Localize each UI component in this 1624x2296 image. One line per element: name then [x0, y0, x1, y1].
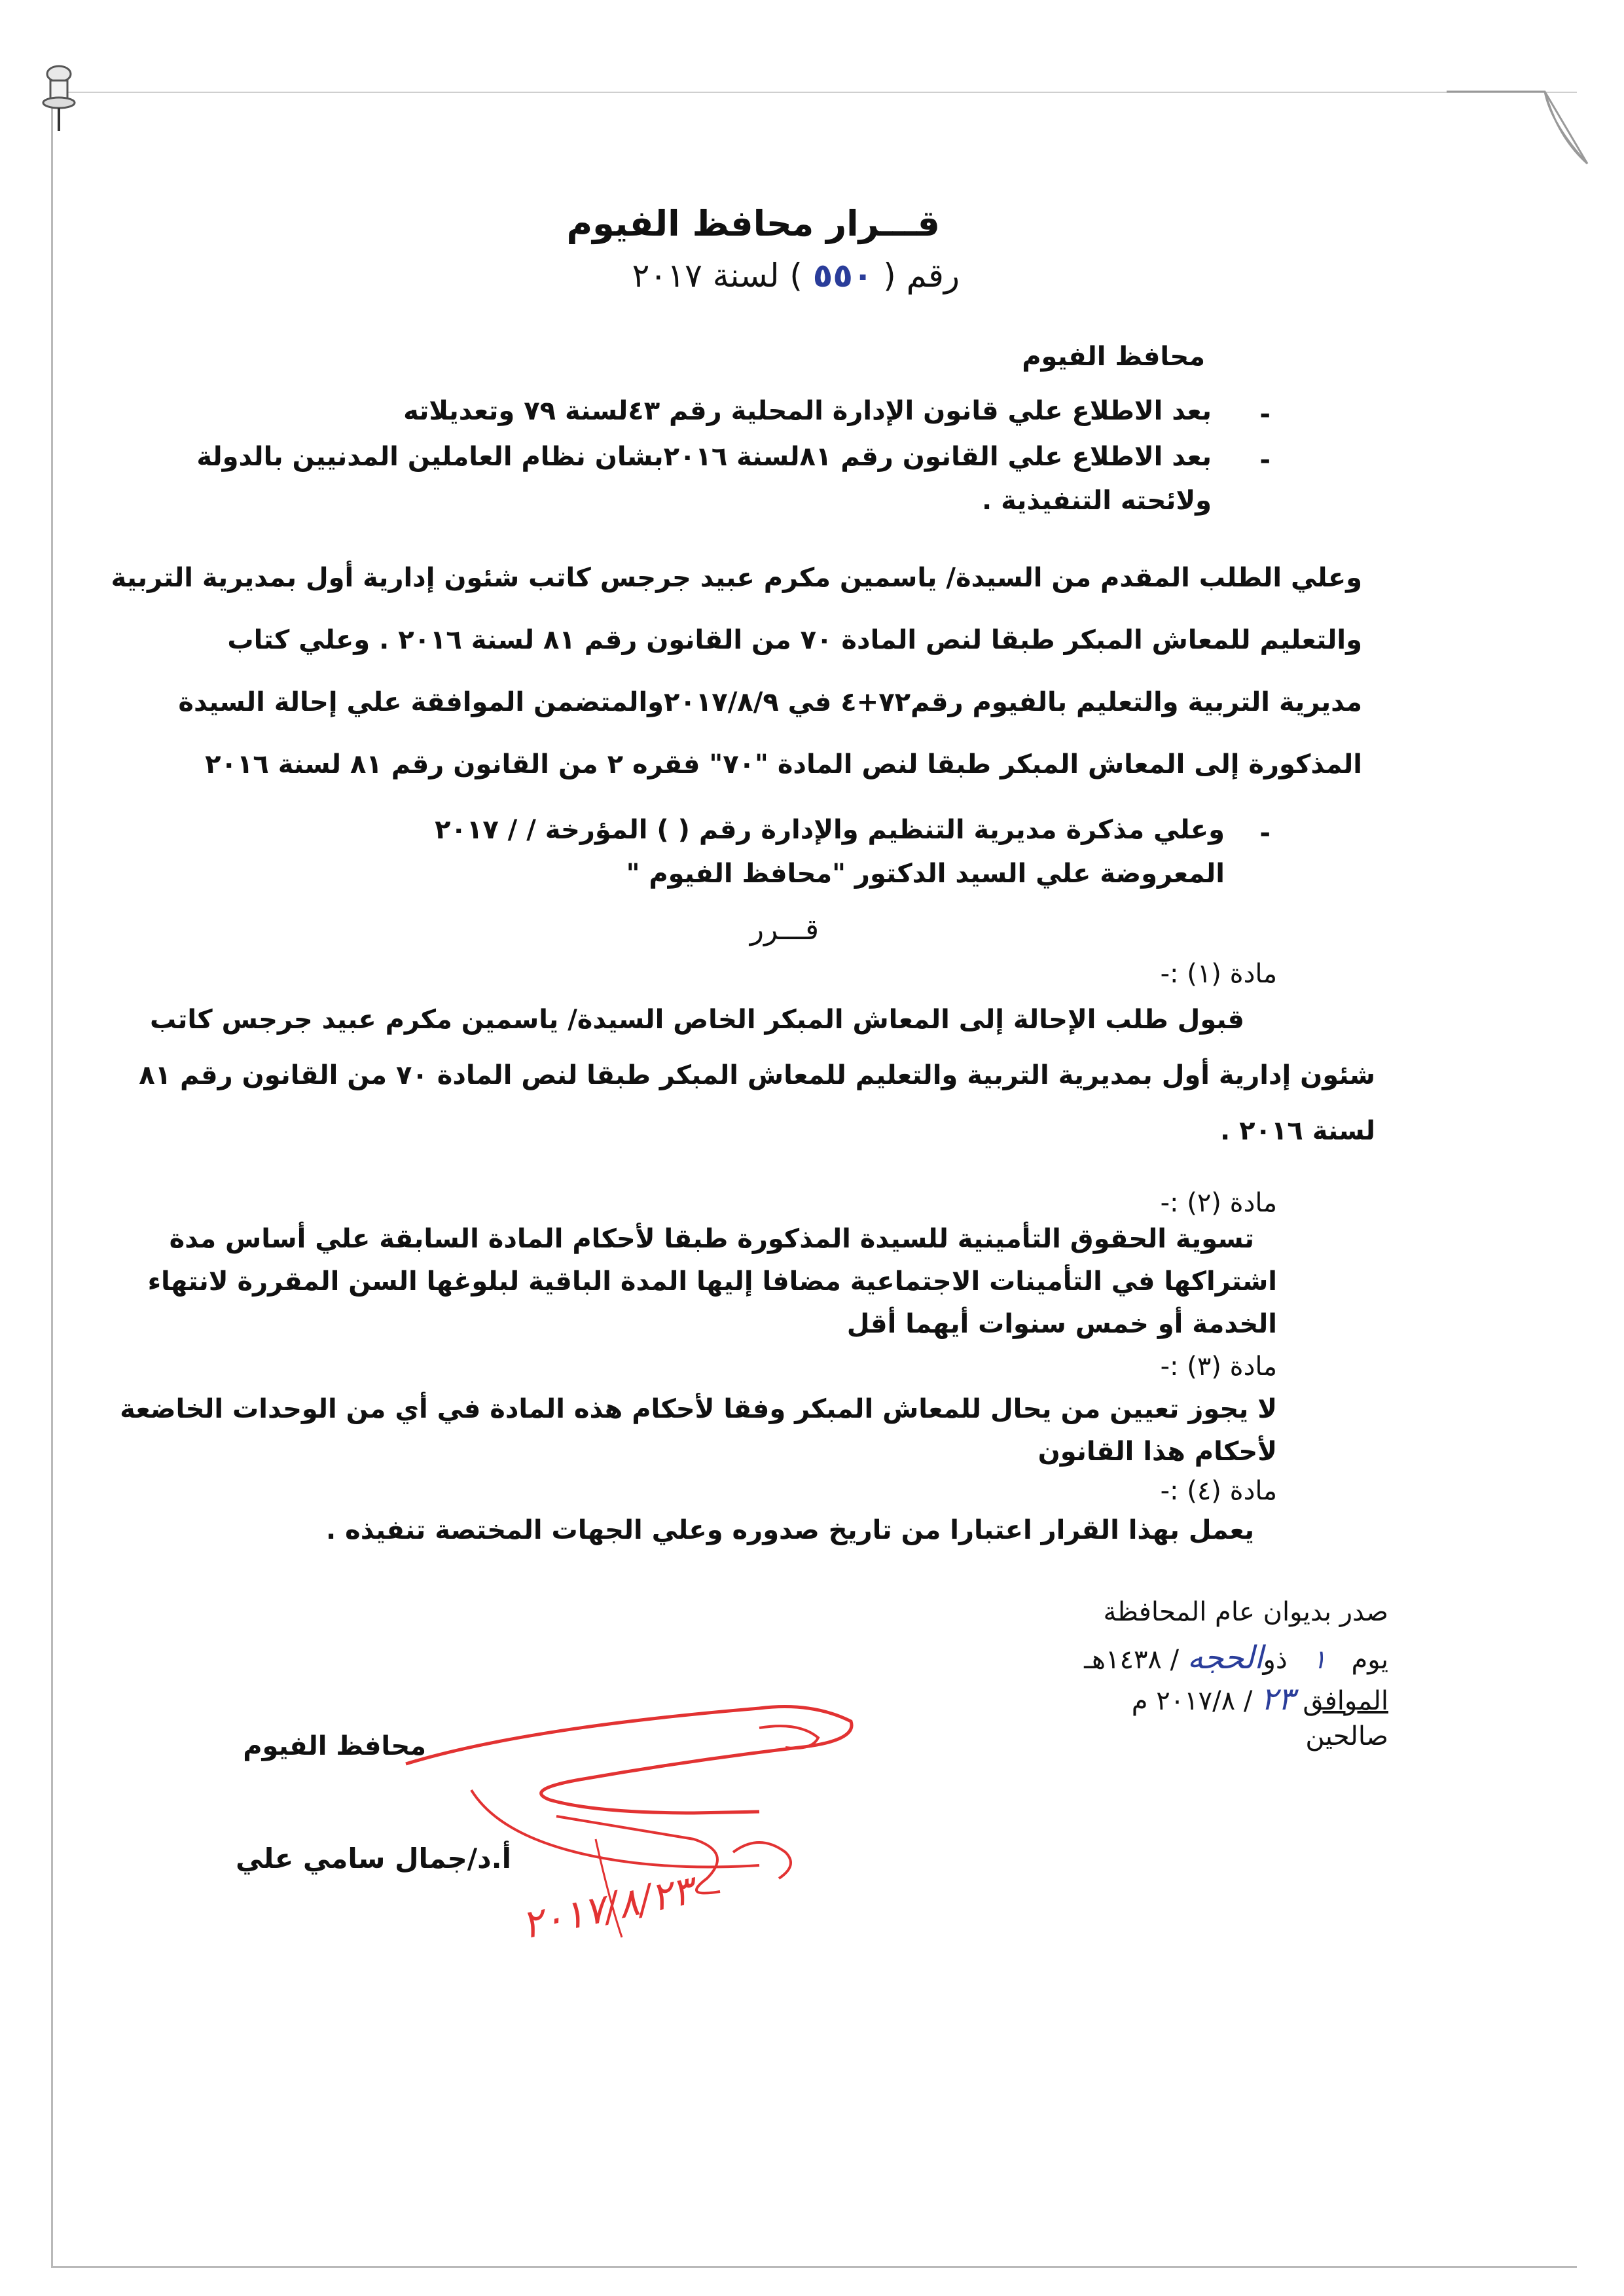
intro-bullet-2-line-2: ولائحته التنفيذية . — [981, 486, 1212, 516]
bullet-dash: - — [1259, 445, 1271, 475]
decree-number-value: ٥٥٠ — [812, 257, 873, 295]
signatory-name: أ.د/جمال سامي علي — [235, 1842, 511, 1874]
hijri-month-handwritten: الحجه — [1187, 1640, 1263, 1676]
bullet-dash: - — [1259, 818, 1271, 848]
decree-number — [632, 257, 960, 295]
day-label: يوم — [1351, 1645, 1388, 1675]
hijri-date — [1084, 1640, 1388, 1676]
issued-line: صدر بديوان عام المحافظة — [1103, 1597, 1388, 1627]
intro-bullet-1: بعد الاطلاع علي قانون الإدارة المحلية رقم ٤٣لسنة ٧٩ وتعديلاته — [403, 396, 1212, 426]
gregorian-day-handwritten: ٢٣ — [1261, 1681, 1295, 1717]
corresponding-label: الموافق — [1303, 1686, 1388, 1716]
article-4-line-1: يعمل بهذا القرار اعتبارا من تاريخ صدوره وعلي الجهات المختصة تنفيذه . — [326, 1515, 1254, 1545]
decided-heading: قـــرر — [749, 913, 819, 946]
article-1-line-1: قبول طلب الإحالة إلى المعاش المبكر الخاص السيدة/ ياسمين مكرم عبيد جرجس كاتب — [150, 1005, 1244, 1035]
article-2-heading: مادة (٢) :- — [1160, 1188, 1277, 1218]
page-curl-icon — [1447, 46, 1591, 170]
request-line-3: مديرية التربية والتعليم بالفيوم رقم٧٢+٤ في ٢٠١٧/٨/٩والمتضمن الموافقة علي إحالة السيدة — [178, 687, 1362, 717]
hijri-year: / ١٤٣٨هـ — [1084, 1645, 1180, 1675]
memo-line-2: المعروضة علي السيد الدكتور "محافظ الفيوم " — [626, 859, 1225, 889]
bullet-dash: - — [1259, 399, 1271, 429]
hijri-month-printed: ذو — [1263, 1645, 1288, 1675]
article-3-heading: مادة (٣) :- — [1160, 1352, 1277, 1382]
gregorian-date — [1132, 1681, 1388, 1717]
intro-heading: محافظ الفيوم — [1022, 342, 1205, 372]
city-name: صالحين — [1305, 1721, 1388, 1751]
page-title: قـــرار محافظ الفيوم — [566, 203, 940, 244]
request-line-1: وعلي الطلب المقدم من السيدة/ ياسمين مكرم عبيد جرجس كاتب شئون إدارية أول بمديرية التربية — [111, 563, 1362, 593]
article-1-line-3: لسنة ٢٠١٦ . — [1219, 1116, 1375, 1146]
article-4-heading: مادة (٤) :- — [1160, 1476, 1277, 1506]
article-1-heading: مادة (١) :- — [1160, 959, 1277, 989]
article-2-line-2: اشتراكها في التأمينات الاجتماعية مضافا إليها المدة الباقية لبلوغها السن المقررة لانتهاء — [147, 1266, 1277, 1297]
request-line-4: المذكورة إلى المعاش المبكر طبقا لنص المادة "٧٠" فقره ٢ من القانون رقم ٨١ لسنة ٢٠١٦ — [205, 749, 1362, 780]
gregorian-printed: / ٢٠١٧/٨ م — [1131, 1686, 1253, 1716]
memo-line-1: وعلي مذكرة مديرية التنظيم والإدارة رقم ( ) المؤرخة / / ٢٠١٧ — [435, 815, 1225, 845]
signature-scribble — [393, 1702, 890, 1983]
intro-bullet-2-line-1: بعد الاطلاع علي القانون رقم ٨١لسنة ٢٠١٦بشان نظام العاملين المدنيين بالدولة — [196, 442, 1212, 472]
article-2-line-3: الخدمة أو خمس سنوات أيهما أقل — [846, 1309, 1277, 1339]
article-2-line-1: تسوية الحقوق التأمينية للسيدة المذكورة طبقا لأحكام المادة السابقة علي أساس مدة — [169, 1224, 1254, 1254]
number-prefix: رقم ( — [883, 257, 960, 295]
number-suffix: ) لسنة ٢٠١٧ — [632, 257, 803, 295]
pushpin-icon — [36, 62, 82, 134]
article-3-line-2: لأحكام هذا القانون — [1038, 1437, 1277, 1467]
signatory-title: محافظ الفيوم — [243, 1731, 426, 1761]
day-value: ١ — [1312, 1645, 1327, 1675]
request-line-2: والتعليم للمعاش المبكر طبقا لنص المادة ٧٠ من القانون رقم ٨١ لسنة ٢٠١٦ . وعلي كتاب — [227, 625, 1362, 655]
handwritten-signature-date: ٢٠١٧/٨/٢٣ — [517, 1867, 698, 1948]
article-1-line-2: شئون إدارية أول بمديرية التربية والتعليم للمعاش المبكر طبقا لنص المادة ٧٠ من القانون رقم ٨١ — [139, 1060, 1375, 1090]
article-3-line-1: لا يجوز تعيين من يحال للمعاش المبكر وفقا لأحكام هذه المادة في أي من الوحدات الخاضعة — [120, 1394, 1277, 1424]
